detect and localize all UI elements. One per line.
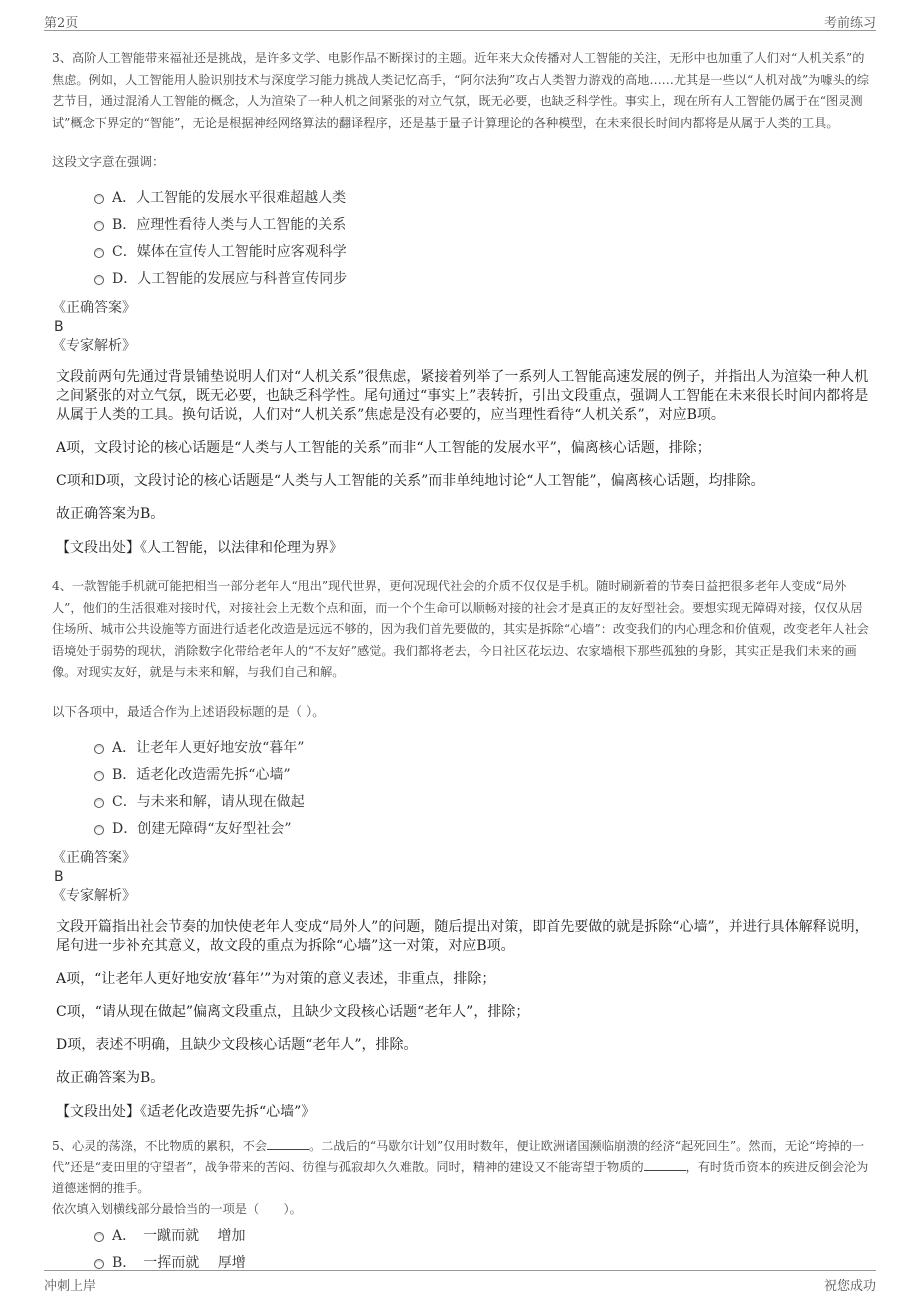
analysis-paragraph: C项和D项，文段讨论的核心话题是“人类与人工智能的关系”而非单纯地讨论“人工智能”，偏离核心话题，均排除。 [56,473,765,489]
question-prompt: 以下各项中，最适合作为上述语段标题的是（ ）。 [52,703,325,719]
analysis-paragraph: A项，文段讨论的核心话题是“人类与人工智能的关系”而非“人工智能的发展水平”，偏离核心话题，排除； [56,440,711,456]
analysis-conclusion: 故正确答案为B。 [56,506,165,522]
blank-line [267,1137,309,1150]
radio-icon[interactable] [94,1259,104,1269]
passage-source: 【文段出处】《适老化改造要先拆“心墙”》 [56,1103,316,1120]
answer-label: 《正确答案》 [52,300,136,316]
footer-right: 祝您成功 [823,1279,876,1294]
question-prompt: 依次填入划横线部分最恰当的一项是（ ）。 [52,1201,302,1216]
analysis-paragraph: 文段前两句先通过背景铺垫说明人们对“人机关系”很焦虑，紧接着列举了一系列人工智能高速发展的例子，并指出人为渲染一种人机之间紧张的对立气氛，既无必要，也缺乏科学性。尾句通过“事实上”表转折，引出文段重点，强调人工智能在未来很长时间内都将是从属于人类的工具。换句话说，人们对“人机关系”焦虑是没有必要的，应当理性看待“人机关系”，对应B项。 [56,369,869,423]
stem-part: 5、心灵的荡涤，不比物质的累积，不会 [52,1138,267,1153]
radio-icon[interactable] [94,825,104,835]
option-label: A． 一蹴而就 增加 [112,1227,246,1244]
question-4 [52,576,872,1122]
option-label: C．与未来和解，请从现在做起 [112,793,305,810]
stem-part: 。二战后的“马歇尔计划”仅用时数年，便让欧洲诸国濒临崩溃的经济“起死回生”。然而，无论“垮掉的一代”还是“麦田里的守望者”，战争带来的苦闷、彷徨与孤寂却久久难散。同时，精神的建设又不能寄望于物质的 [52,1138,865,1174]
radio-icon[interactable] [94,1232,104,1242]
page-content [52,40,872,1278]
stem-part: ，有时货币资本的疾进反倒会沦为道德迷惘的推手。 [52,1159,869,1195]
option-label: A．人工智能的发展水平很难超越人类 [112,190,347,206]
radio-icon[interactable] [94,248,104,258]
option-a[interactable] [52,186,872,213]
option-a[interactable] [52,1224,872,1251]
radio-icon[interactable] [94,194,104,204]
option-label: A．让老年人更好地安放“暮年” [112,739,305,756]
analysis-paragraph: 文段开篇指出社会节奏的加快使老年人变成“局外人”的问题，随后提出对策，即首先要做的就是拆除“心墙”，并进行具体解释说明，尾句进一步补充其意义，故文段的重点为拆除“心墙”这一对策，对应B项。 [56,918,869,954]
answer-label: 《正确答案》 [52,849,136,866]
radio-icon[interactable] [94,771,104,781]
correct-answer: B [54,868,64,885]
header-title: 考前练习 [823,16,876,31]
radio-icon[interactable] [94,221,104,231]
option-label: C．媒体在宣传人工智能时应客观科学 [112,244,347,260]
option-label: B．适老化改造需先拆“心墙” [112,766,291,783]
question-stem: 3、高阶人工智能带来福祉还是挑战，是许多文学、电影作品不断探讨的主题。近年来大众传播对人工智能的关注，无形中也加重了人们对“人机关系”的焦虑。例如，人工智能用人脸识别技术与深度学习能力挑战人类记忆高手，“阿尔法狗”攻占人类智力游戏的高地……尤其是一些以“人机对战”为噱头的综艺节目，通过混淆人工智能的概念，人为渲染了一种人机之间紧张的对立气氛，既无必要，也缺乏科学性。事实上，现在所有人工智能仍属于在“图灵测试”概念下界定的“智能”，无论是根据神经网络算法的翻译程序，还是基于量子计算理论的各种模型，在未来很长时间内都将是从属于人类的工具。 [52,51,870,130]
radio-icon[interactable] [94,744,104,754]
question-5 [52,1136,872,1278]
option-label: D．人工智能的发展应与科普宣传同步 [112,271,348,287]
option-label: D．创建无障碍“友好型社会” [112,820,292,837]
option-b[interactable] [52,213,872,240]
analysis-label: 《专家解析》 [52,338,136,354]
option-label: B． 一挥而就 厚增 [112,1254,246,1271]
correct-answer: B [54,319,64,335]
question-prompt: 这段文字意在强调： [52,154,165,169]
analysis-paragraph: C项，“请从现在做起”偏离文段重点，且缺少文段核心话题“老年人”，排除； [56,1003,530,1020]
question-3 [52,48,872,558]
question-stem [52,1136,872,1199]
option-d[interactable] [52,267,872,294]
page-number: 第2页 [44,16,79,31]
analysis-paragraph: A项，“让老年人更好地安放‘暮年’”为对策的意义表述，非重点，排除； [56,970,496,987]
page-footer [44,1270,876,1295]
blank-line [644,1158,686,1171]
analysis-conclusion: 故正确答案为B。 [56,1069,165,1086]
analysis-label: 《专家解析》 [52,887,136,904]
radio-icon[interactable] [94,275,104,285]
option-c[interactable] [52,790,872,817]
analysis-paragraph: D项，表述不明确，且缺少文段核心话题“老年人”，排除。 [56,1036,418,1053]
question-stem: 4、一款智能手机就可能把相当一部分老年人“甩出”现代世界，更何况现代社会的介质不仅仅是手机。随时刷新着的节奏日益把很多老年人变成“局外人”，他们的生活很难对接时代，对接社会上无数个点和面，而一个个生命可以顺畅对接的社会才是真正的友好型社会。要想实现无障碍对接，仅仅从居住场所、城市公共设施等方面进行适老化改造是远远不够的，因为我们首先要做的，其实是拆除“心墙”：改变我们的内心理念和价值观，改变老年人社会语境处于弱势的现状，消除数字化带给老年人的“不友好”感觉。我们都将老去，今日社区花坛边、农家墙根下那些孤独的身影，其实正是我们未来的画像。对现实友好，就是与未来和解，与我们自己和解。 [52,579,869,679]
option-label: B．应理性看待人类与人工智能的关系 [112,217,347,233]
option-a[interactable] [52,736,872,763]
option-c[interactable] [52,240,872,267]
option-b[interactable] [52,763,872,790]
page-header [44,8,876,31]
radio-icon[interactable] [94,798,104,808]
footer-left: 冲刺上岸 [44,1279,97,1294]
passage-source: 【文段出处】《人工智能，以法律和伦理为界》 [56,540,343,556]
option-d[interactable] [52,817,872,844]
